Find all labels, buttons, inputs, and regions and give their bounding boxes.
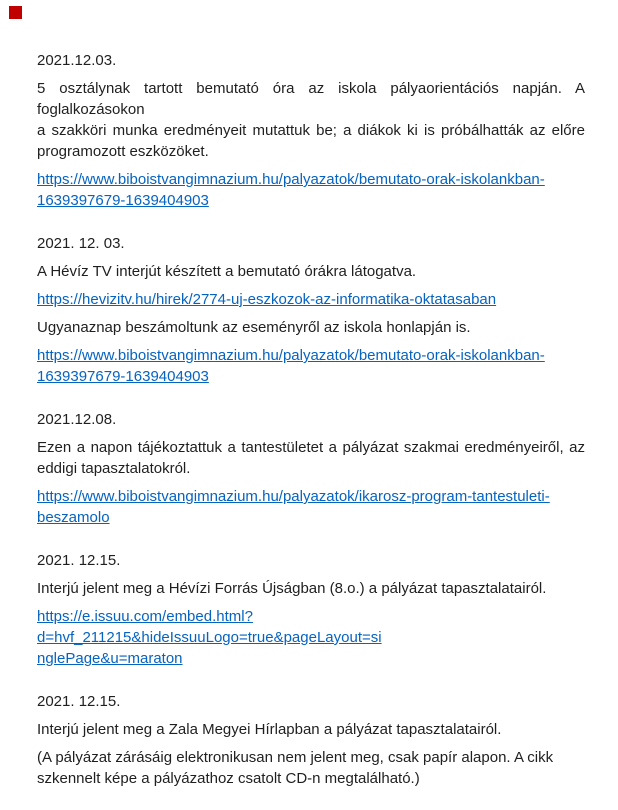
hyperlink-line: https://e.issuu.com/embed.html?d=hvf_211215&hideIssuuLogo=true&pageLayout=si xyxy=(37,608,382,646)
entry-date: 2021.12.03. xyxy=(37,52,117,69)
paragraph-line: eddigi tapasztalatokról. xyxy=(37,460,191,477)
hyperlink-bemutato-orak[interactable] xyxy=(37,169,585,211)
paragraph-line: Ezen a napon tájékoztattuk a tantestületet a pályázat szakmai eredményeiről, az xyxy=(37,439,585,456)
hyperlink-line: https://hevizitv.hu/hirek/2774-uj-eszkozok-az-informatika-oktatasaban xyxy=(37,291,497,308)
hyperlink-line: nglePage&u=maraton xyxy=(37,650,183,667)
diary-entry-4 xyxy=(37,550,585,669)
paragraph-line: Interjú jelent meg a Zala Megyei Hírlapban a pályázat tapasztalatairól. xyxy=(37,721,502,738)
red-square-marker xyxy=(9,6,22,19)
entry-date: 2021. 12.15. xyxy=(37,552,121,569)
entry-paragraph xyxy=(37,719,585,740)
entry-paragraph xyxy=(37,747,585,789)
entry-link-block xyxy=(37,345,585,387)
entry-link-block xyxy=(37,289,585,310)
hyperlink-line: 1639397679-1639404903 xyxy=(37,368,209,385)
diary-entry-2 xyxy=(37,233,585,387)
hyperlink-line: https://www.biboistvangimnazium.hu/palyazatok/bemutato-orak-iskolankban- xyxy=(37,171,545,188)
paragraph-line: (A pályázat zárásáig elektronikusan nem jelent meg, csak papír alapon. A cikk xyxy=(37,749,554,766)
paragraph-line: 5 osztálynak tartott bemutató óra az iskola pályaorientációs napján. A foglalkozásokon xyxy=(37,80,585,118)
entry-date: 2021. 12.15. xyxy=(37,693,121,710)
hyperlink-bemutato-orak-2[interactable] xyxy=(37,345,585,387)
entry-paragraph xyxy=(37,317,585,338)
hyperlink-line: https://www.biboistvangimnazium.hu/palyazatok/bemutato-orak-iskolankban- xyxy=(37,347,545,364)
entry-date: 2021.12.08. xyxy=(37,411,117,428)
hyperlink-line: 1639397679-1639404903 xyxy=(37,192,209,209)
diary-entry-1 xyxy=(37,50,585,211)
entry-date: 2021. 12. 03. xyxy=(37,235,125,252)
hyperlink-line: https://www.biboistvangimnazium.hu/palyazatok/ikarosz-program-tantestuleti- xyxy=(37,488,550,505)
entry-link-block xyxy=(37,169,585,211)
entry-paragraph xyxy=(37,78,585,162)
hyperlink-issuu-forras-ujsag[interactable] xyxy=(37,606,585,669)
entry-link-block xyxy=(37,606,585,669)
diary-entry-5 xyxy=(37,691,585,789)
hyperlink-tantestuleti-beszamolo[interactable] xyxy=(37,486,585,528)
paragraph-line: Ugyanaznap beszámoltunk az eseményről az iskola honlapján is. xyxy=(37,319,471,336)
hyperlink-heviz-tv[interactable] xyxy=(37,289,585,310)
entry-paragraph xyxy=(37,578,585,599)
hyperlink-line: beszamolo xyxy=(37,509,110,526)
paragraph-line: a szakköri munka eredményeit mutattuk be; a diákok ki is próbálhatták az előre xyxy=(37,122,585,139)
entry-paragraph xyxy=(37,261,585,282)
paragraph-line: szkennelt képe a pályázathoz csatolt CD-n megtalálható.) xyxy=(37,770,420,787)
entry-paragraph xyxy=(37,437,585,479)
paragraph-line: Interjú jelent meg a Hévízi Forrás Újságban (8.o.) a pályázat tapasztalatairól. xyxy=(37,580,547,597)
paragraph-line: programozott eszközöket. xyxy=(37,143,209,160)
diary-entry-3 xyxy=(37,409,585,528)
entry-link-block xyxy=(37,486,585,528)
paragraph-line: A Hévíz TV interjút készített a bemutató órákra látogatva. xyxy=(37,263,417,280)
